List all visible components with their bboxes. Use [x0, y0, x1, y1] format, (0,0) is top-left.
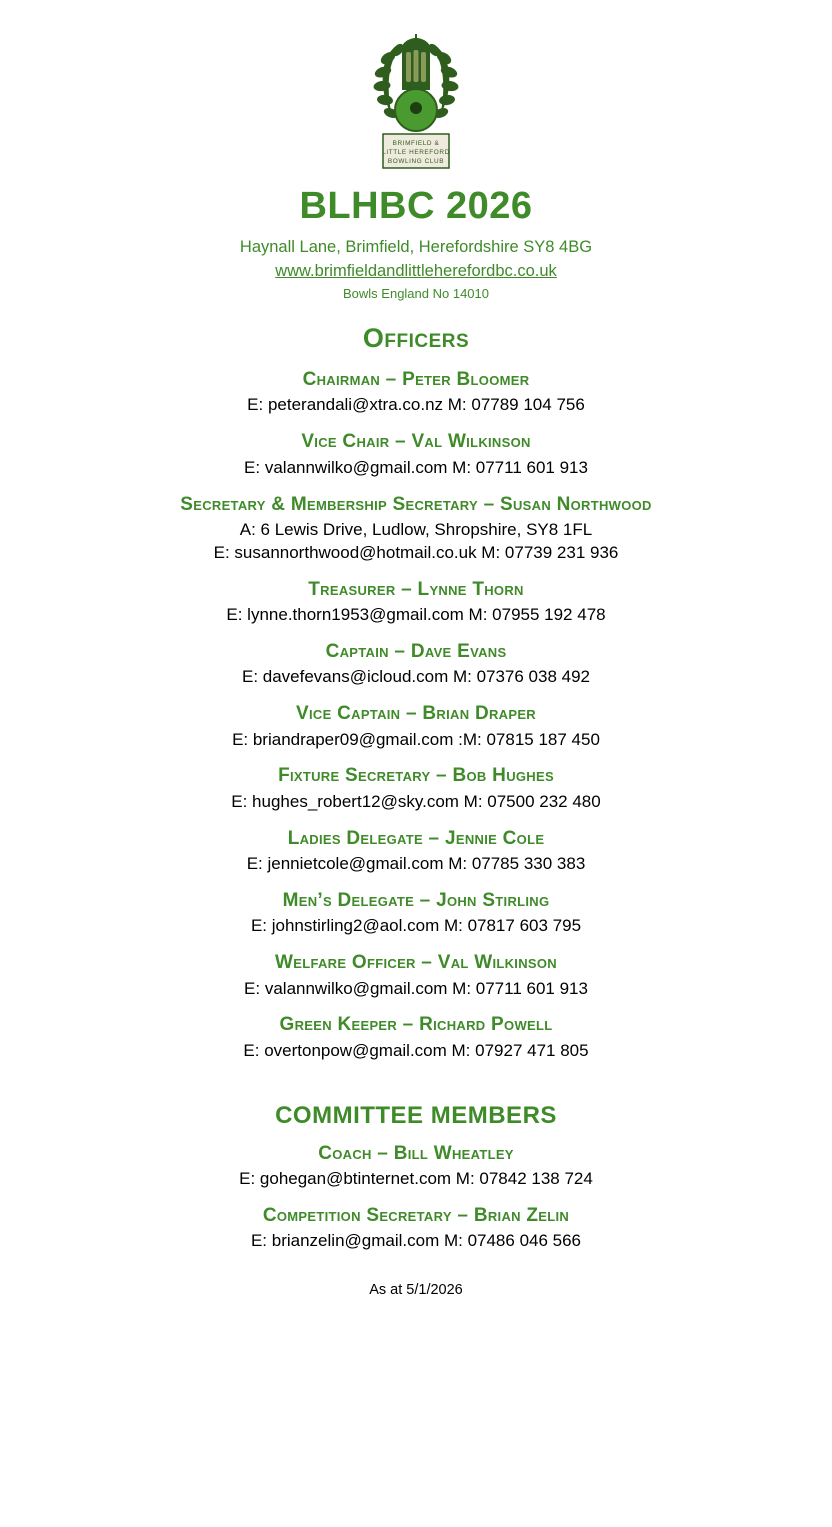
club-website-link[interactable]: www.brimfieldandlittleherefordbc.co.uk	[275, 262, 557, 280]
officer-entry	[60, 951, 772, 1000]
officer-contact: E: hughes_robert12@sky.com M: 07500 232 480	[231, 791, 601, 811]
officer-entry	[60, 702, 772, 751]
officer-entry	[60, 827, 772, 876]
officer-role: Secretary & Membership Secretary – Susan Northwood	[180, 493, 652, 515]
section-heading-committee: COMMITTEE MEMBERS	[275, 1101, 557, 1129]
section-heading-officers: Officers	[362, 323, 470, 353]
officer-contact: E: lynne.thorn1953@gmail.com M: 07955 192 478	[226, 605, 606, 624]
svg-text:LITTLE HEREFORD: LITTLE HEREFORD	[382, 149, 450, 156]
committee-entry	[60, 1204, 772, 1253]
club-address: Haynall Lane, Brimfield, Herefordshire SY8 4BG	[239, 238, 593, 256]
as-at-date: As at 5/1/2026	[369, 1282, 463, 1299]
officer-role: Fixture Secretary – Bob Hughes	[278, 765, 554, 787]
page-title: BLHBC 2026	[299, 185, 533, 227]
officer-role: Ladies Delegate – Jennie Cole	[287, 827, 545, 849]
svg-text:BRIMFIELD &: BRIMFIELD &	[392, 140, 440, 147]
officer-entry	[60, 430, 772, 479]
bowling-club-crest-icon	[366, 28, 466, 173]
officer-role: Treasurer – Lynne Thorn	[308, 578, 524, 600]
officer-entry	[60, 889, 772, 938]
officer-contact: E: valannwilko@gmail.com M: 07711 601 913	[244, 457, 588, 477]
bowls-england-number: Bowls England No 14010	[343, 286, 489, 301]
committee-contact: E: brianzelin@gmail.com M: 07486 046 566	[250, 1231, 582, 1251]
officer-contact: E: peterandali@xtra.co.nz M: 07789 104 756	[247, 395, 585, 415]
club-crest-logo	[366, 28, 466, 173]
officer-role: Vice Captain – Brian Draper	[296, 703, 536, 725]
officer-role: Vice Chair – Val Wilkinson	[301, 431, 531, 453]
officer-entry	[60, 764, 772, 813]
officer-contact: E: overtonpow@gmail.com M: 07927 471 805	[243, 1040, 589, 1060]
officer-contact: E: jennietcole@gmail.com M: 07785 330 383	[246, 854, 586, 873]
officer-role: Chairman – Peter Bloomer	[302, 369, 530, 390]
officer-role: Captain – Dave Evans	[325, 640, 507, 662]
officer-contact: E: briandraper09@gmail.com :M: 07815 187 450	[232, 729, 600, 749]
svg-text:BOWLING CLUB: BOWLING CLUB	[387, 158, 445, 165]
committee-role: Competition Secretary – Brian Zelin	[262, 1204, 570, 1226]
committee-entry	[60, 1142, 772, 1191]
officer-entry	[60, 368, 772, 417]
officer-contact: E: johnstirling2@aol.com M: 07817 603 795	[250, 916, 582, 936]
officer-role: Men’s Delegate – John Stirling	[282, 889, 550, 911]
officer-entry	[60, 578, 772, 627]
officer-contact: E: davefevans@icloud.com M: 07376 038 492	[241, 667, 591, 687]
officer-contact: E: susannorthwood@hotmail.co.uk M: 07739 231 936	[213, 542, 619, 562]
officer-entry	[60, 640, 772, 689]
officer-role: Welfare Officer – Val Wilkinson	[275, 952, 557, 974]
officer-entry	[60, 1013, 772, 1062]
committee-contact: E: gohegan@btinternet.com M: 07842 138 724	[239, 1169, 593, 1188]
officer-contact: E: valannwilko@gmail.com M: 07711 601 913	[244, 978, 588, 998]
officer-role: Green Keeper – Richard Powell	[279, 1014, 553, 1036]
officer-entry	[60, 493, 772, 565]
officer-address: A: 6 Lewis Drive, Ludlow, Shropshire, SY8 1FL	[239, 519, 593, 539]
committee-role: Coach – Bill Wheatley	[318, 1142, 514, 1164]
